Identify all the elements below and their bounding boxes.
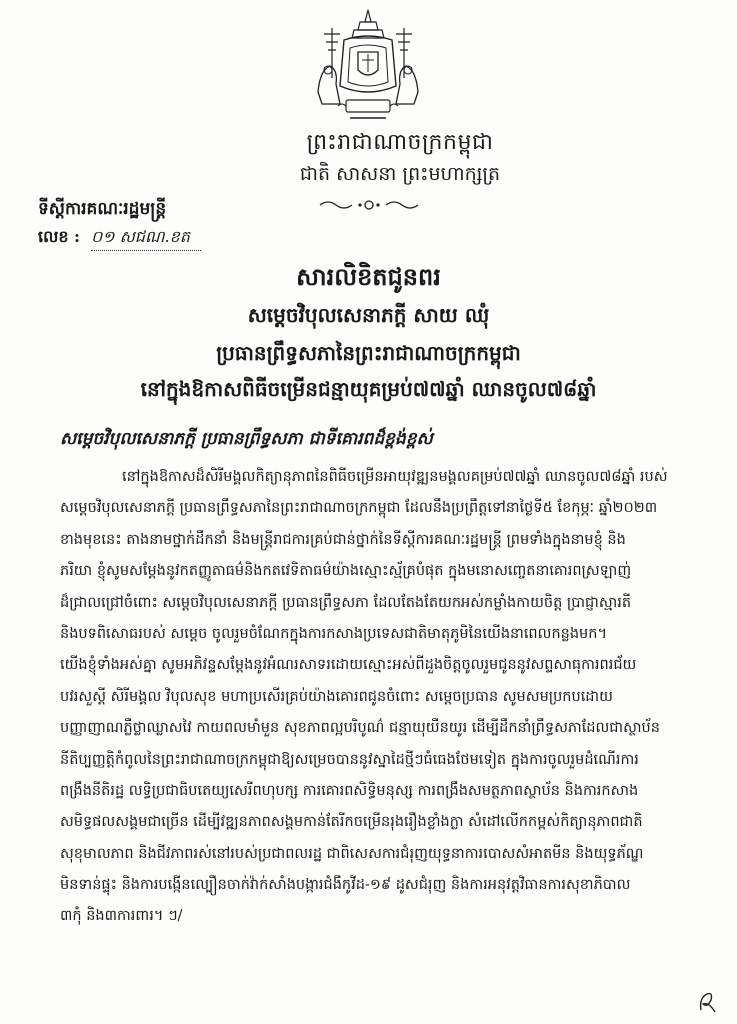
body-line: សុខុមាលភាព និងជីវភាពរស់នៅរបស់ប្រជាពលរដ្ឋ ជាពិសេសការជំរុញយុទ្ធនាការបោសសំអាតមីន និងយុទ្ធភ័ណ្ឌ: [60, 845, 644, 862]
body-line: បវរសួស្តី សិរីមង្គល វិបុលសុខ មហាប្រសើរគ្រប់យ៉ាងគោរពជូនចំពោះ សម្តេចប្រធាន សូមសមប្រកបដោយ: [60, 688, 613, 705]
decorative-divider-icon: [316, 196, 422, 214]
royal-coat-of-arms-emblem: [308, 8, 428, 124]
reference-number: [38, 226, 201, 251]
body-line: ពង្រឹងនីតិរដ្ឋ លទ្ធិប្រជាធិបតេយ្យសេរីពហុបក្ស ការគោរពសិទ្ធិមនុស្ស ការពង្រឹងសមត្ថភាពស្ថាប័ន និងការកសាង: [60, 782, 639, 799]
body-line: សម្តេចវិបុលសេនាភក្តី ប្រធានព្រឹទ្ធសភានៃព្រះរាជាណាចក្រកម្ពុជា ដែលនឹងប្រព្រឹត្តទៅនាថ្ងៃទី៥ ខែកុម្ភៈ ឆ្នាំ២០២៣: [60, 500, 658, 517]
kingdom-name: ព្រះរាជាណាចក្រកម្ពុជា: [306, 130, 494, 155]
body-line: ភរិយា ខ្ញុំសូមសម្តែងនូវកតញ្ញូតាធម៌និងកតវេទិតាធម៌យ៉ាងស្មោះស្ម័គ្របំផុត ក្នុងមនោសញ្ចេតនាគោរពស្រឡាញ់: [60, 563, 632, 580]
reference-label: លេខ :: [38, 227, 80, 246]
body-line: យើងខ្ញុំទាំងអស់គ្នា សូមអភិវន្ទសម្តែងនូវអំណរសាទរដោយស្មោះអស់ពីដួងចិត្តចូលរួមជូននូវសព្ទសាធុការពរជ័យ: [60, 657, 637, 674]
body-line: នីតិប្បញ្ញត្តិកំពូលនៃព្រះរាជាណាចក្រកម្ពុជាឱ្យសម្រេចបាននូវស្នាដៃថ្មីៗធំធេងថែមទៀត ក្នុងការចូលរួមដំណើរការ: [60, 751, 639, 768]
handwritten-initial-icon: [695, 988, 719, 1016]
body-line: និងបទពិសោធរបស់ សម្តេច ចូលរួមចំណែកក្នុងការកសាងប្រទេសជាតិមាតុភូមិនៃយើងនាពេលកន្លងមក។: [60, 625, 608, 642]
letter-body: [60, 462, 700, 933]
body-line: មិនទាន់ផ្ទុះ និងការបង្កើនល្បឿនចាក់វ៉ាក់សាំងបង្ការជំងឺកូវីដ-១៩ ដូសជំរុញ និងការអនុវត្តវិធានការសុខាភិបាល: [60, 877, 631, 894]
letter-subtitle-recipient: សម្តេចវិបុលសេនាភក្តី សាយ ឈុំ: [247, 303, 490, 327]
letter-title: សារលិខិតជូនពរ: [296, 262, 441, 291]
letter-subtitle-position: ប្រធានព្រឹទ្ធសភានៃព្រះរាជាណាចក្រកម្ពុជា: [216, 341, 521, 365]
letter-subtitle-occasion: នៅក្នុងឱកាសពិធីចម្រើនជន្មាយុគម្រប់៧៧ឆ្នាំ ឈានចូល៧៨ឆ្នាំ: [140, 377, 597, 401]
body-line: ដ៏ជ្រាលជ្រៅចំពោះ សម្តេចវិបុលសេនាភក្តី ប្រធានព្រឹទ្ធសភា ដែលតែងតែយកអស់កម្លាំងកាយចិត្ត ប្រាជ្ញាស្មារតី: [60, 594, 632, 611]
body-line: សមិទ្ធផលសង្គមជាច្រើន ដើម្បីវឌ្ឍនភាពសង្គមកាន់តែរីកចម្រើនរុងរឿងខ្លាំងក្លា សំដៅលើកកម្ពស់កិត្យានុភាពជាតិ: [60, 814, 643, 831]
body-line: ខាងមុខនេះ តាងនាមថ្នាក់ដឹកនាំ និងមន្ត្រីរាជការគ្រប់ជាន់ថ្នាក់នៃទីស្តីការគណៈរដ្ឋមន្ត្រី ព្រមទាំងក្នុងនាមខ្ញុំ និង: [60, 531, 626, 548]
body-line: បញ្ញាញាណភ្លឺថ្លាឈ្លាសវៃ កាយពលមាំមួន សុខភាពល្អបរិបូណ៌ ជន្មាយុយឺនយូរ ដើម្បីដឹកនាំព្រឹទ្ធសភាដែលជាស្ថាប័ន: [60, 720, 660, 737]
salutation: សម្តេចវិបុលសេនាភក្តី ប្រធានព្រឹទ្ធសភា ជាទីគោរពដ៏ខ្ពង់ខ្ពស់: [60, 429, 433, 449]
reference-value: ០១ សជណ.ខត: [91, 226, 201, 251]
national-motto: ជាតិ សាសនា ព្រះមហាក្សត្រ: [299, 163, 501, 185]
body-line: ៣កុំ និង៣ការពារ។ ៗ/: [60, 908, 183, 925]
office-name: ទីស្តីការគណៈរដ្ឋមន្ត្រី: [38, 199, 167, 219]
body-line: នៅក្នុងឱកាសដ៏សិរីមង្គលកិត្យានុភាពនៃពិធីចម្រើនអាយុវឌ្ឍនមង្គលគម្រប់៧៧ឆ្នាំ ឈានចូល៧៨ឆ្នាំ របស់: [122, 469, 668, 485]
